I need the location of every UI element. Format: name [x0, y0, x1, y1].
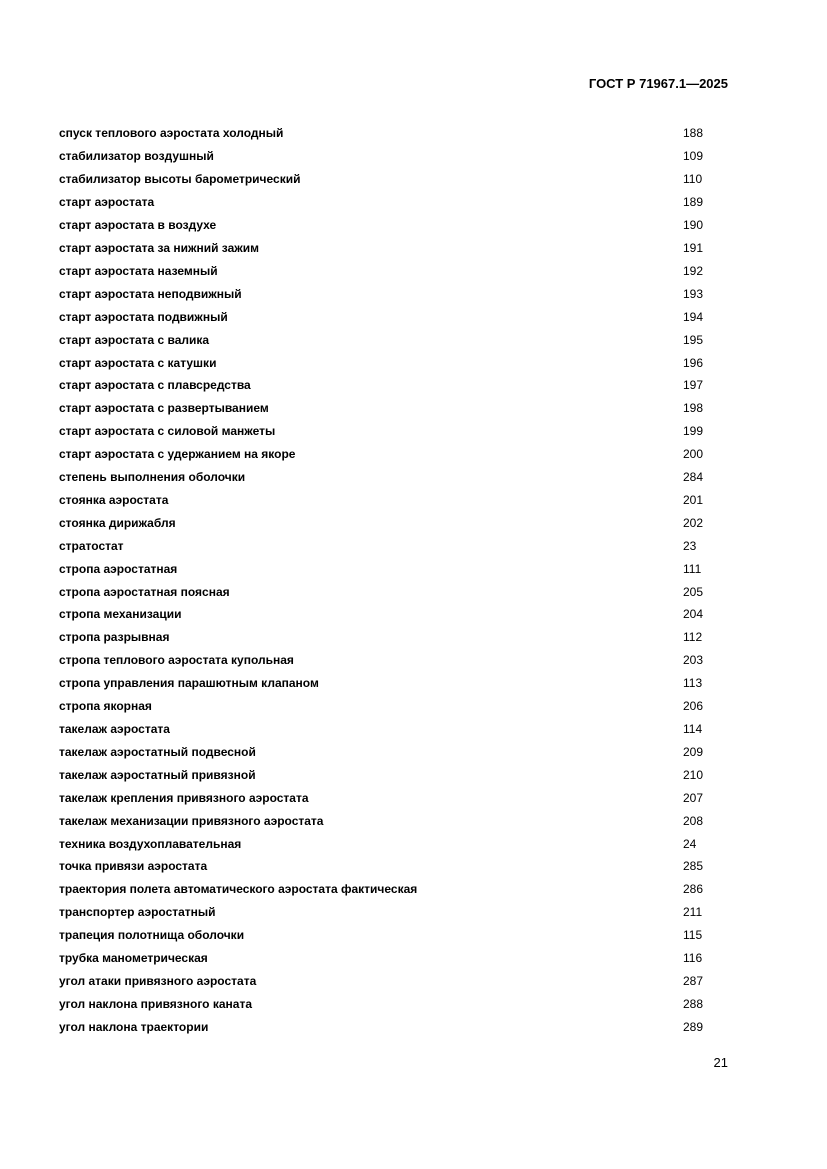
- index-entry: [59, 489, 719, 512]
- index-term: стоянка аэростата: [59, 492, 169, 507]
- index-entry: [59, 214, 719, 237]
- index-term: стропа аэростатная: [59, 561, 178, 576]
- index-term: старт аэростата с развертыванием: [59, 401, 269, 416]
- index-term: стоянка дирижабля: [59, 515, 176, 530]
- index-term-number: 210: [683, 767, 704, 782]
- index-term: траектория полета автоматического аэростата фактическая: [59, 882, 418, 897]
- index-entry: [59, 443, 719, 466]
- index-term: стропа механизации: [59, 607, 182, 622]
- index-entry: [59, 420, 719, 443]
- index-entry: [59, 511, 719, 534]
- index-term-number: 110: [683, 172, 703, 187]
- index-term: такелаж механизации привязного аэростата: [59, 813, 324, 828]
- index-term: стропа якорная: [59, 699, 152, 714]
- index-term-number: 195: [683, 332, 704, 347]
- index-term-number: 198: [683, 401, 704, 416]
- index-term-number: 289: [683, 1019, 704, 1034]
- index-term: точка привязи аэростата: [59, 859, 208, 874]
- index-term-number: 285: [683, 859, 704, 874]
- index-term-number: 206: [683, 699, 704, 714]
- index-term-number: 116: [683, 951, 703, 966]
- index-entry: [59, 168, 719, 191]
- index-entry: [59, 878, 719, 901]
- index-term: старт аэростата с силовой манжеты: [59, 424, 276, 439]
- index-term: стабилизатор высоты барометрический: [59, 172, 301, 187]
- index-entry: [59, 649, 719, 672]
- index-term: стратостат: [59, 538, 124, 553]
- index-term-number: 207: [683, 790, 704, 805]
- index-entry: [59, 397, 719, 420]
- index-term: такелаж аэростата: [59, 722, 170, 737]
- index-term-number: 288: [683, 996, 704, 1011]
- index-term: угол наклона траектории: [59, 1019, 209, 1034]
- index-entry: [59, 603, 719, 626]
- index-term-number: 200: [683, 447, 704, 462]
- index-term-number: 190: [683, 218, 704, 233]
- index-term-number: 201: [683, 492, 704, 507]
- index-term: спуск теплового аэростата холодный: [59, 126, 284, 141]
- index-term: техника воздухоплавательная: [59, 836, 242, 851]
- index-term: старт аэростата в воздухе: [59, 218, 217, 233]
- index-entry: [59, 718, 719, 741]
- index-entry: [59, 557, 719, 580]
- index-term: такелаж крепления привязного аэростата: [59, 790, 309, 805]
- index-entry: [59, 534, 719, 557]
- index-term-number: 284: [683, 470, 704, 485]
- index-term-number: 205: [683, 584, 704, 599]
- index-term-number: 191: [683, 240, 704, 255]
- index-term-number: 115: [683, 928, 703, 943]
- index-term-number: 204: [683, 607, 704, 622]
- index-entry: [59, 672, 719, 695]
- index-entry: [59, 695, 719, 718]
- index-entry: [59, 626, 719, 649]
- index-term: трубка манометрическая: [59, 951, 208, 966]
- index-entry: [59, 992, 719, 1015]
- page-number: 21: [713, 1055, 728, 1070]
- index-term: стабилизатор воздушный: [59, 149, 214, 164]
- index-term: старт аэростата с валика: [59, 332, 210, 347]
- index-term: старт аэростата подвижный: [59, 309, 228, 324]
- index-term-number: 189: [683, 195, 704, 210]
- index-term: транспортер аэростатный: [59, 905, 216, 920]
- index-term-number: 109: [683, 149, 704, 164]
- index-entry: [59, 374, 719, 397]
- index-term-number: 188: [683, 126, 704, 141]
- index-entry: [59, 947, 719, 970]
- index-entry: [59, 305, 719, 328]
- index-term: старт аэростата за нижний зажим: [59, 240, 260, 255]
- index-term-number: 202: [683, 515, 704, 530]
- index-term: старт аэростата неподвижный: [59, 286, 242, 301]
- index-term: стропа теплового аэростата купольная: [59, 653, 294, 668]
- index-entry: [59, 740, 719, 763]
- index-entry: [59, 970, 719, 993]
- index-entry: [59, 259, 719, 282]
- index-term-number: 199: [683, 424, 704, 439]
- index-term: стропа аэростатная поясная: [59, 584, 230, 599]
- index-entry: [59, 763, 719, 786]
- index-entry: [59, 145, 719, 168]
- index-term: степень выполнения оболочки: [59, 470, 246, 485]
- index-term: старт аэростата с удержанием на якоре: [59, 447, 296, 462]
- index-term-number: 114: [683, 722, 703, 737]
- index-entry: [59, 580, 719, 603]
- index-term-number: 196: [683, 355, 704, 370]
- index-term-number: 209: [683, 744, 704, 759]
- index-entry: [59, 351, 719, 374]
- index-entry: [59, 1015, 719, 1038]
- index-term: угол атаки привязного аэростата: [59, 973, 257, 988]
- index-term: старт аэростата наземный: [59, 263, 218, 278]
- index-term-number: 286: [683, 882, 704, 897]
- index-entry: [59, 786, 719, 809]
- index-entry: [59, 282, 719, 305]
- index-term-number: 208: [683, 813, 704, 828]
- index-term: такелаж аэростатный привязной: [59, 767, 256, 782]
- index-term-number: 197: [683, 378, 704, 393]
- index-term-number: 287: [683, 973, 704, 988]
- index-term-number: 23: [683, 538, 697, 553]
- index-entry: [59, 466, 719, 489]
- index-entry: [59, 809, 719, 832]
- index-term: такелаж аэростатный подвесной: [59, 744, 256, 759]
- index-term-number: 111: [683, 561, 702, 576]
- index-term: старт аэростата с катушки: [59, 355, 217, 370]
- index-term: трапеция полотнища оболочки: [59, 928, 245, 943]
- term-index-list: [59, 122, 719, 1038]
- index-entry: [59, 924, 719, 947]
- index-term-number: 211: [683, 905, 703, 920]
- index-entry: [59, 191, 719, 214]
- index-entry: [59, 328, 719, 351]
- index-term-number: 24: [683, 836, 697, 851]
- document-code: ГОСТ Р 71967.1—2025: [588, 76, 728, 91]
- index-entry: [59, 855, 719, 878]
- index-term-number: 193: [683, 286, 704, 301]
- index-term-number: 192: [683, 263, 704, 278]
- index-term: стропа управления парашютным клапаном: [59, 676, 319, 691]
- index-entry: [59, 832, 719, 855]
- index-term: угол наклона привязного каната: [59, 996, 253, 1011]
- index-term: старт аэростата: [59, 195, 155, 210]
- index-term: старт аэростата с плавсредства: [59, 378, 251, 393]
- index-term-number: 203: [683, 653, 704, 668]
- index-term-number: 194: [683, 309, 704, 324]
- index-term-number: 113: [683, 676, 703, 691]
- index-entry: [59, 901, 719, 924]
- index-entry: [59, 237, 719, 260]
- index-term-number: 112: [683, 630, 703, 645]
- index-entry: [59, 122, 719, 145]
- index-term: стропа разрывная: [59, 630, 170, 645]
